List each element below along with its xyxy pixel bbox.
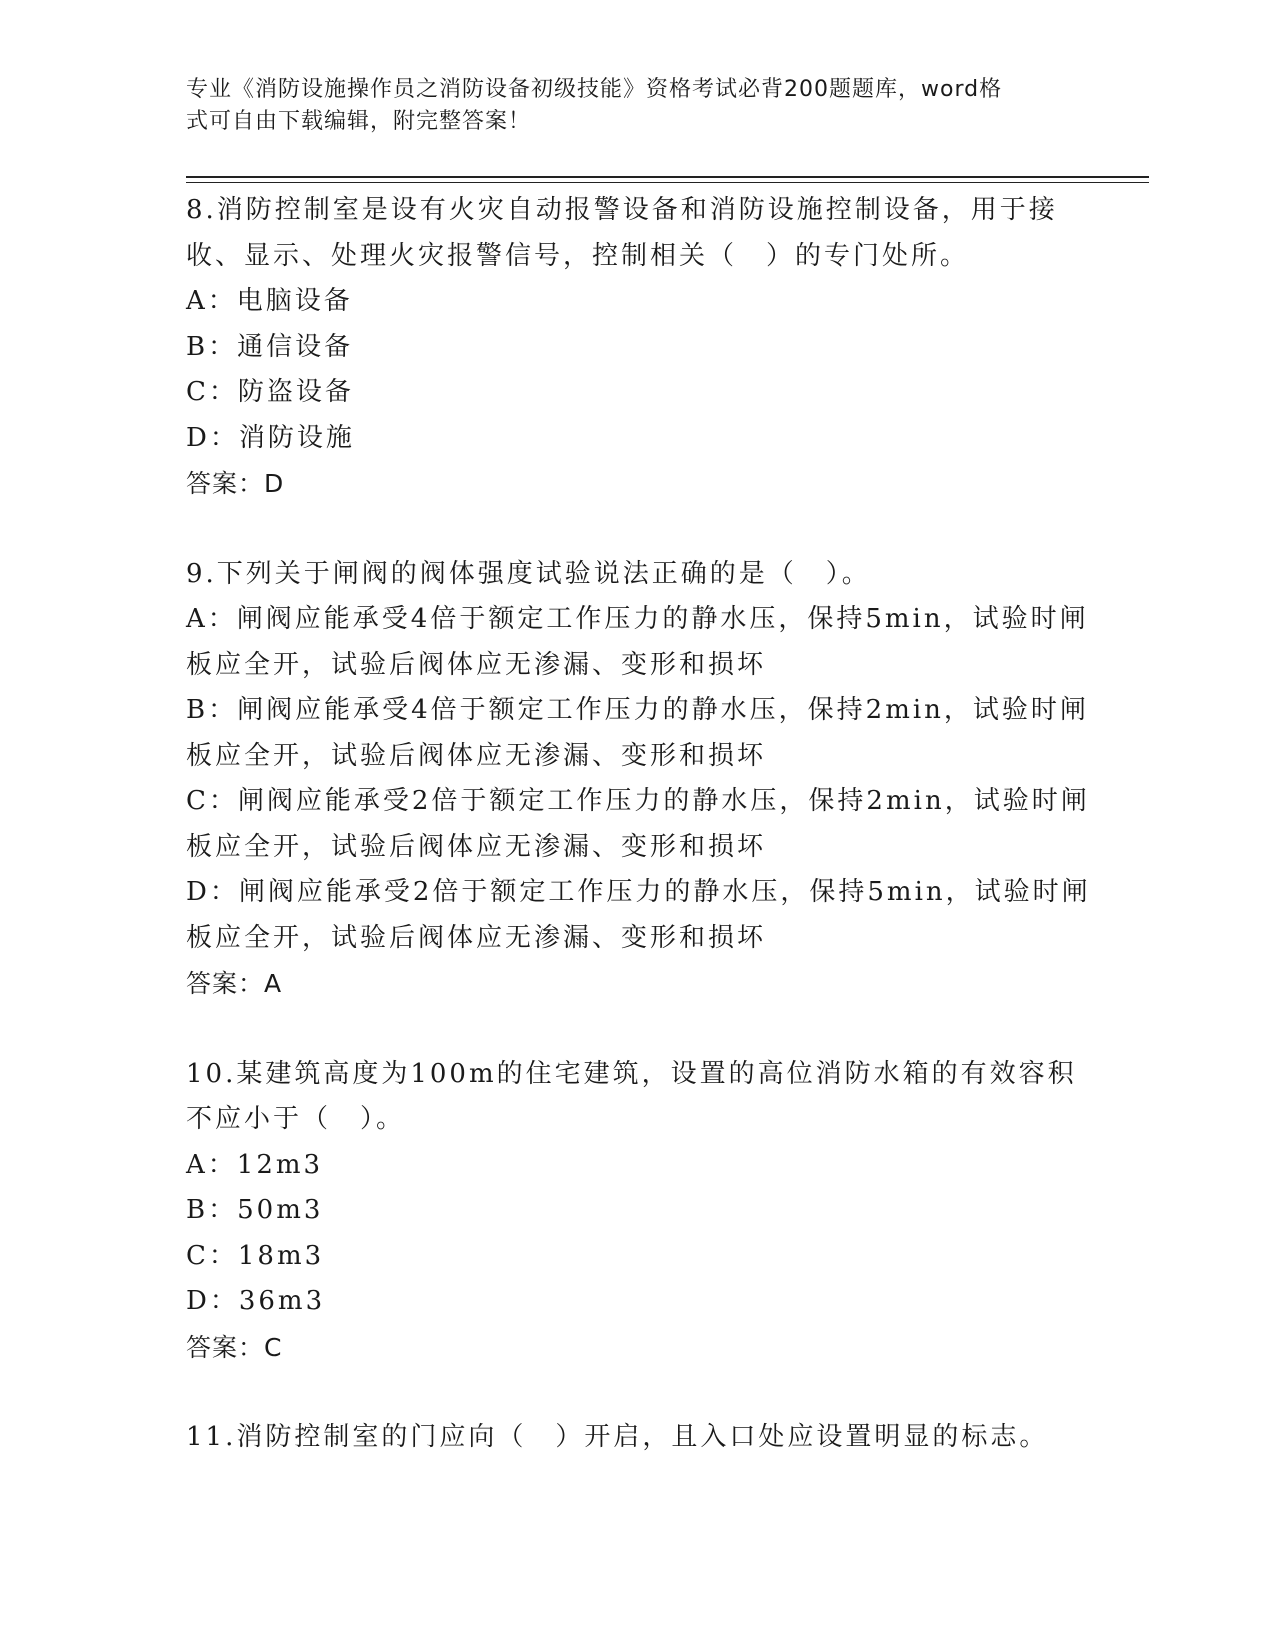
option-b: B：闸阀应能承受4倍于额定工作压力的静水压，保持2min，试验时闸 [186,695,1089,725]
option-c: C：18m3 [186,1240,325,1271]
option-d: D：消防设施 [186,422,355,453]
header-divider-thin [186,182,1149,183]
question-10 [186,1052,1086,1371]
header-line: 式可自由下载编辑，附完整答案！ [186,109,532,134]
question-stem: 10.某建筑高度为100m的住宅建筑，设置的高位消防水箱的有效容积 [186,1058,1077,1089]
question-stem: 收、显示、处理火灾报警信号，控制相关（ ）的专门处所。 [186,240,970,271]
question-8 [186,188,1086,507]
answer-label: 答案：D [186,469,285,498]
option-c: C：防盗设备 [186,377,354,407]
option-b: B：通信设备 [186,331,354,362]
option-a: A：闸阀应能承受4倍于额定工作压力的静水压，保持5min，试验时闸 [186,604,1089,634]
option-d-cont: 板应全开，试验后阀体应无渗漏、变形和损坏 [186,922,767,953]
option-c: C：闸阀应能承受2倍于额定工作压力的静水压，保持2min，试验时闸 [186,786,1090,816]
question-stem: 不应小于（ ）。 [186,1104,406,1134]
answer-label: 答案：C [186,1332,283,1362]
option-c-cont: 板应全开，试验后阀体应无渗漏、变形和损坏 [186,831,767,862]
question-9 [186,552,1091,1007]
option-a: A：12m3 [186,1149,324,1180]
option-b-cont: 板应全开，试验后阀体应无渗漏、变形和损坏 [186,740,767,771]
question-stem: 11.消防控制室的门应向（ ）开启，且入口处应设置明显的标志。 [186,1422,1049,1452]
option-d: D：闸阀应能承受2倍于额定工作压力的静水压，保持5min，试验时闸 [186,877,1091,907]
header-divider [186,176,1149,178]
option-a-cont: 板应全开，试验后阀体应无渗漏、变形和损坏 [186,649,767,680]
option-a: A：电脑设备 [186,286,353,316]
header-line: 专业《消防设施操作员之消防设备初级技能》资格考试必背200题题库，word格 [186,77,1003,102]
answer-label: 答案：A [186,969,283,998]
question-stem: 9.下列关于闸阀的阀体强度试验说法正确的是（ ）。 [186,558,871,589]
option-b: B：50m3 [186,1195,324,1225]
option-d: D：36m3 [186,1286,326,1316]
question-list [186,188,1091,1461]
question-11 [186,1415,1086,1461]
question-stem: 8.消防控制室是设有火灾自动报警设备和消防设施控制设备，用于接 [186,195,1058,225]
document-header [186,74,1066,138]
